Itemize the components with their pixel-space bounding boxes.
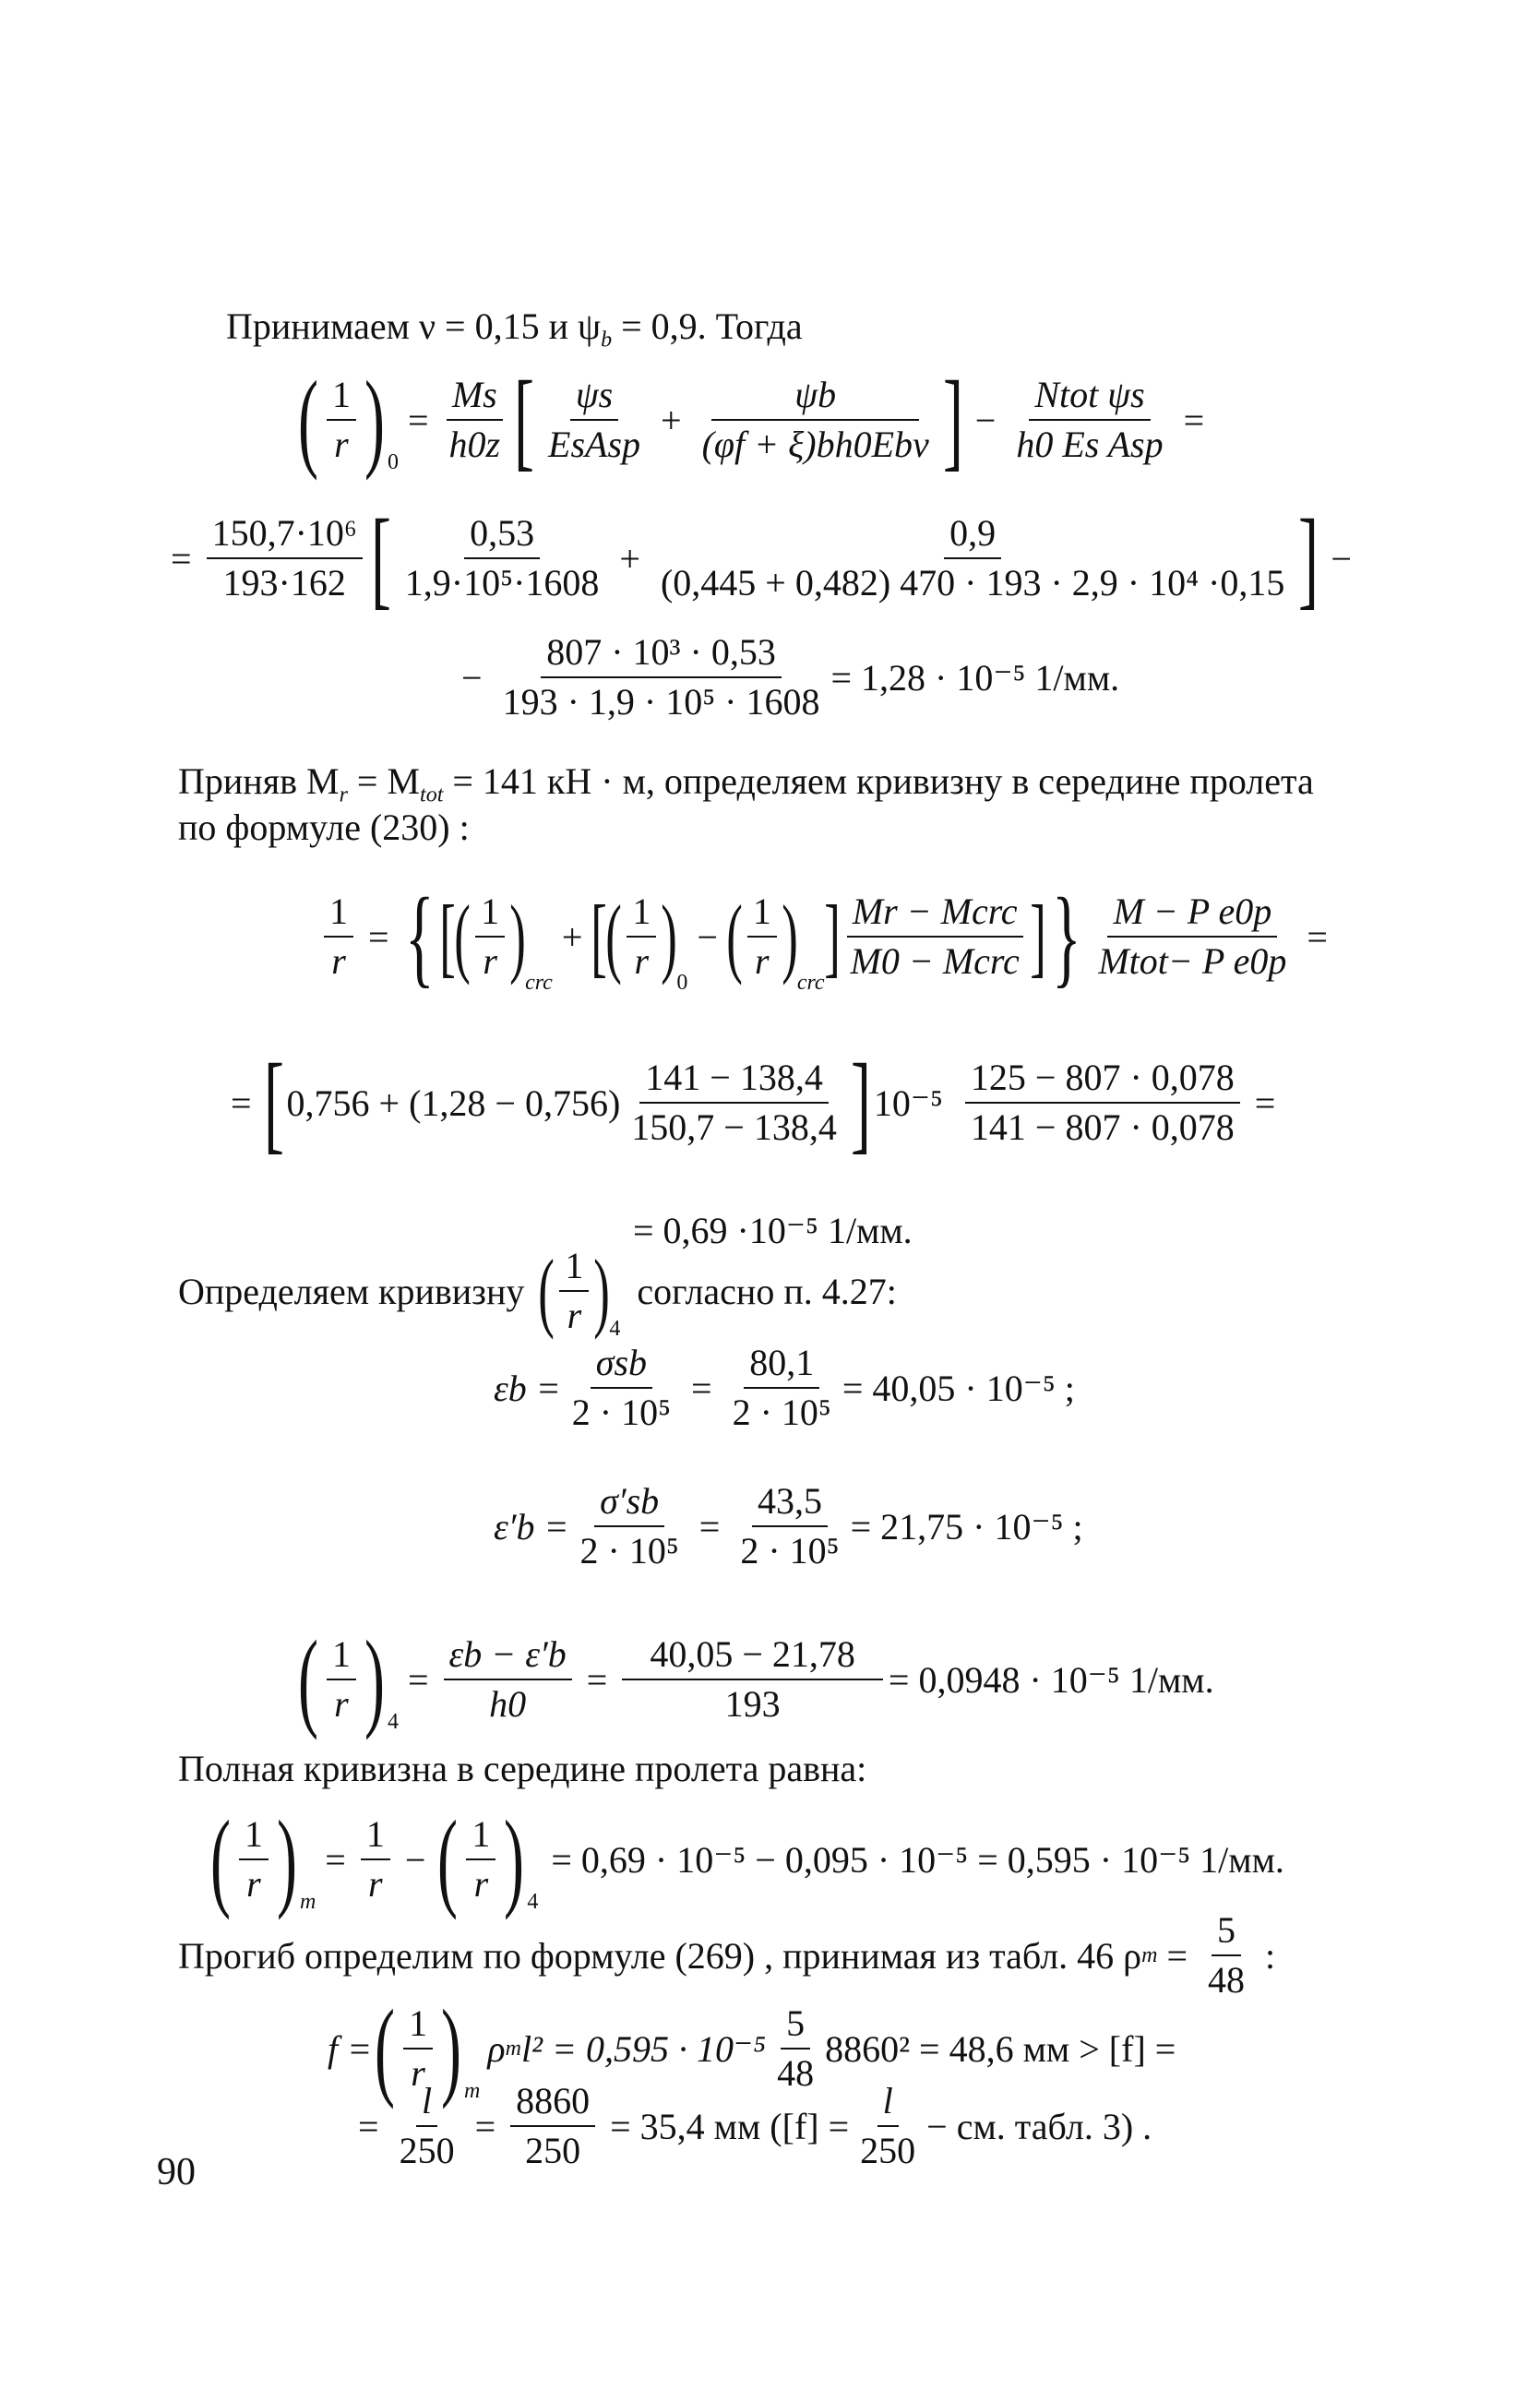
equation-8: ε′b = $\frac{\sigma'sb}{\text{2 · 10⁵}}$ = $\frac{43,5}{\text{2 · 10⁵}}$ = 21,75 · 10⁻⁵ ; (494, 1480, 1083, 1571)
page-number: 90 (157, 2151, 196, 2193)
equation-6: = 0,69 ·10⁻⁵ 1/мм. (633, 1210, 913, 1251)
equation-5: = [ 0,756 + (1,28 − 0,756) $\frac{141 - 138,4}{150,7 - 138,4}$ ] 10⁻⁵ $\frac{125 - 807 \cdot 0,078}{141 - 807 \cdot 0,078}$ = (231, 1041, 1276, 1164)
equation-2: = $\frac{\text{150,7·10⁶}}{193\cdot 162}$ [ $\frac{0,53}{\text{1,9·10⁵·1608}}$ + $\frac{0,9}{\text{(0,445 + 0,482) 470 · 193 · 2,9 · 10⁴ ·0,15}}$ ] − (171, 496, 1352, 619)
intro-tail: = 0,9. Тогда (612, 305, 803, 347)
para3-line: Определяем кривизну ( $\frac{1}{r}$ ) 4 согласно п. 4.27: (178, 1241, 897, 1341)
equation-3: − $\frac{\text{807 · 10³ · 0,53}}{\text{193 · 1,9 · 10⁵ · 1608}}$ = 1,28 · 10⁻⁵ 1/мм. (461, 631, 1120, 723)
intro-text: Принимаем ν = 0,15 и ψ (226, 305, 602, 347)
intro-line: Принимаем ν = 0,15 и $\psi_b = 0,9$. Тогда (226, 305, 803, 353)
para2-line2: по формуле (230) : (178, 807, 470, 848)
para5-line: Прогиб определим по формуле (269) , принимая из табл. 46 ρ m = $\frac{5}{48}$ : (178, 1909, 1276, 2001)
para4: Полная кривизна в середине пролета равна: (178, 1748, 867, 1789)
eq3-result: = 1,28 · 10⁻⁵ 1/мм. (830, 656, 1120, 699)
equation-12: = $\frac{l}{250}$ = $\frac{8860}{250}$ = 35,4 мм ([f] = $\frac{l}{250}$ − см. табл. 3) . (358, 2080, 1152, 2171)
equation-1: ( $\frac{1}{r}$ ) 0 = $\frac{Ms}{h0z}$ [ $\frac{\psi s}{\text{EsAsp}}$ + $\frac{\psi b}{\text{(φf + ξ)bh0Ebν}}$ ] − $\frac{\text{Ntot ψs}}{\text{h0 Es Asp}}$ = (297, 358, 1205, 481)
equation-10: ( $\frac{1}{r}$ ) m = $\frac{1}{r}$ − ( $\frac{1}{r}$ ) 4 = 0,69 · 10⁻⁵ − 0,095 · 10⁻⁵ = 0,595 · 10⁻⁵ 1/мм. (209, 1798, 1284, 1920)
equation-4: $\frac{1}{r}$ = { [ ( $\frac{1}{r}$ ) crc + [ ( $\frac{1}{r}$ ) 0 − ( $\frac{1}{r}$ ) crc ] $\frac{\text{Mr − Mcrc}}{\text{M0 − Mcrc}}$ ] } $\frac{\text{M − P e0p}}{\text{Mtot− P e0p}}$ = (318, 881, 1337, 992)
equation-7: εb = $\frac{\text{σsb}}{\text{2 · 10⁵}}$ = $\frac{80,1}{\text{2 · 10⁵}}$ = 40,05 · 10⁻⁵ ; (494, 1342, 1075, 1433)
equation-9: ( $\frac{1}{r}$ ) 4 = $\frac{\varepsilon b - \varepsilon'b}{h0}$ = $\frac{40,05 - 21,78}{193}$ = 0,0948 · 10⁻⁵ 1/мм. (297, 1618, 1214, 1740)
equation-11: f = ( $\frac{1}{r}$ ) m ρ m l² = 0,595 · 10⁻⁵ $\frac{5}{48}$ 8860² = 48,6 мм > [f] = (328, 1987, 1176, 2109)
para2-line1: Приняв $M_r = M_{tot} = 141$ кН · м, определяем кривизну в середине пролета (178, 760, 1314, 807)
